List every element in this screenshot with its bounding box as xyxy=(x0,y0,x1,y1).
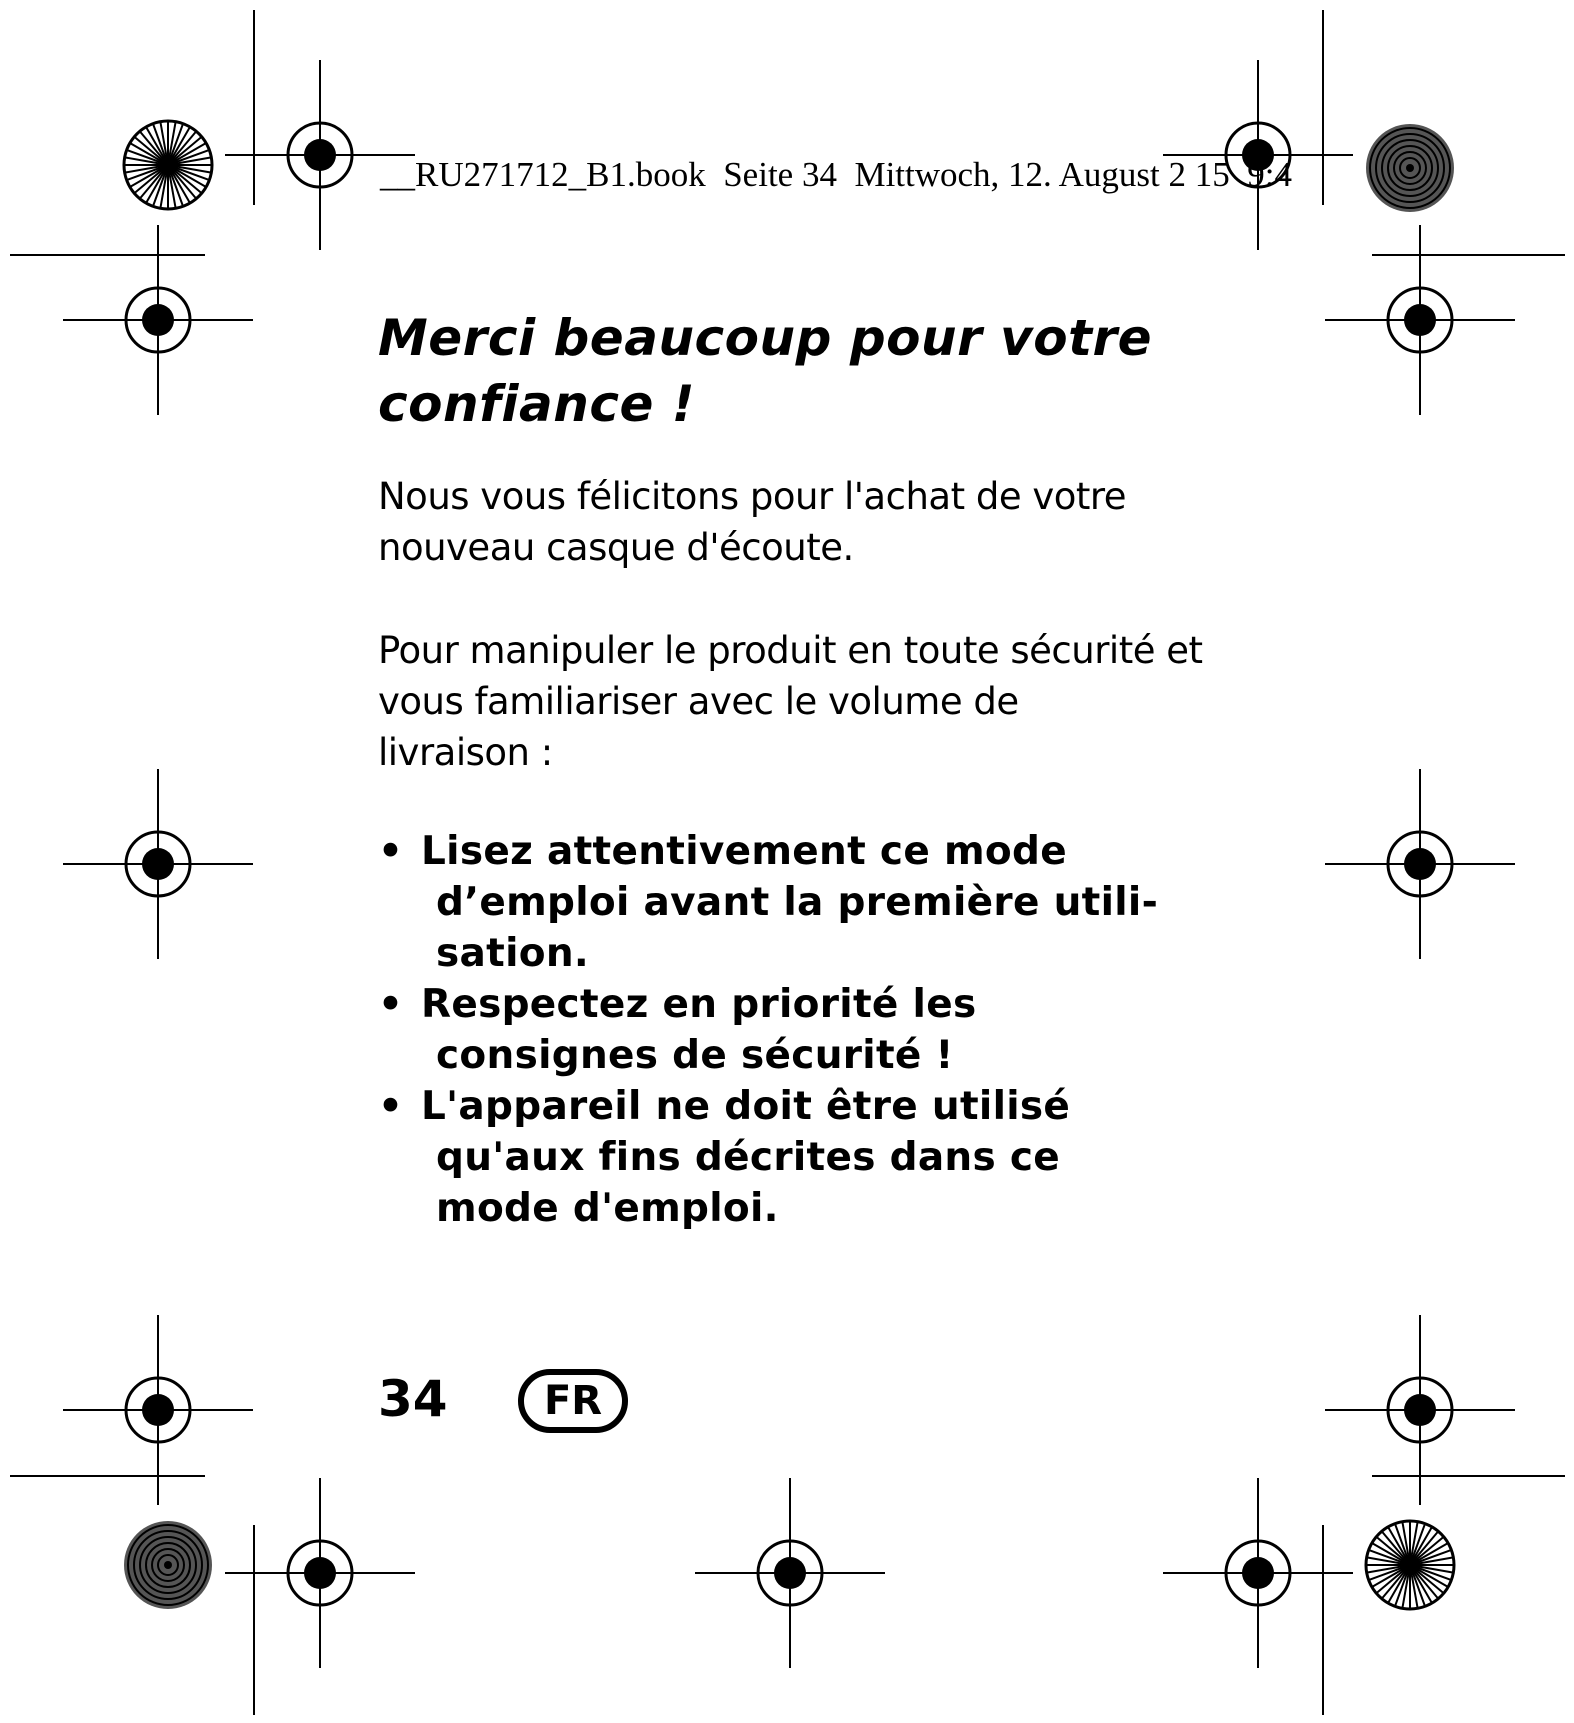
intro-line: nouveau casque d'écoute. xyxy=(378,526,854,569)
list-item-line: Lisez attentivement ce mode xyxy=(421,829,1067,874)
handling-line: vous familiariser avec le volume de xyxy=(378,680,1019,723)
bullet-icon: • xyxy=(378,1084,404,1129)
intro-paragraph xyxy=(378,471,1208,573)
list-item-line: sation. xyxy=(436,931,590,976)
handling-line: Pour manipuler le produit en toute sécurité et xyxy=(378,629,1203,672)
language-badge: FR xyxy=(518,1369,628,1433)
list-item-line: L'appareil ne doit être utilisé xyxy=(421,1084,1071,1129)
title-line: confiance ! xyxy=(378,375,696,433)
bullet-icon: • xyxy=(378,982,404,1027)
bullet-icon: • xyxy=(378,829,404,874)
handling-paragraph xyxy=(378,625,1208,778)
instruction-list xyxy=(378,826,1208,1234)
list-item-line: d’emploi avant la première utili- xyxy=(436,880,1159,925)
list-item-line: Respectez en priorité les xyxy=(421,982,977,1027)
intro-line: Nous vous félicitons pour l'achat de votre xyxy=(378,475,1127,518)
list-item xyxy=(378,1081,1208,1234)
list-item-line: mode d'emploi. xyxy=(436,1186,779,1231)
print-slug-header: __RU271712_B1.book Seite 34 Mittwoch, 12. August 2 15 9:4 xyxy=(380,155,1292,194)
page-content xyxy=(378,305,1208,1234)
list-item xyxy=(378,826,1208,979)
handling-line: livraison : xyxy=(378,731,553,774)
list-item-line: consignes de sécurité ! xyxy=(436,1033,954,1078)
list-item-line: qu'aux fins décrites dans ce xyxy=(436,1135,1061,1180)
list-item xyxy=(378,979,1208,1081)
page-title xyxy=(378,305,1208,437)
title-line: Merci beaucoup pour votre xyxy=(378,309,1153,367)
page-number: 34 xyxy=(378,1370,448,1428)
